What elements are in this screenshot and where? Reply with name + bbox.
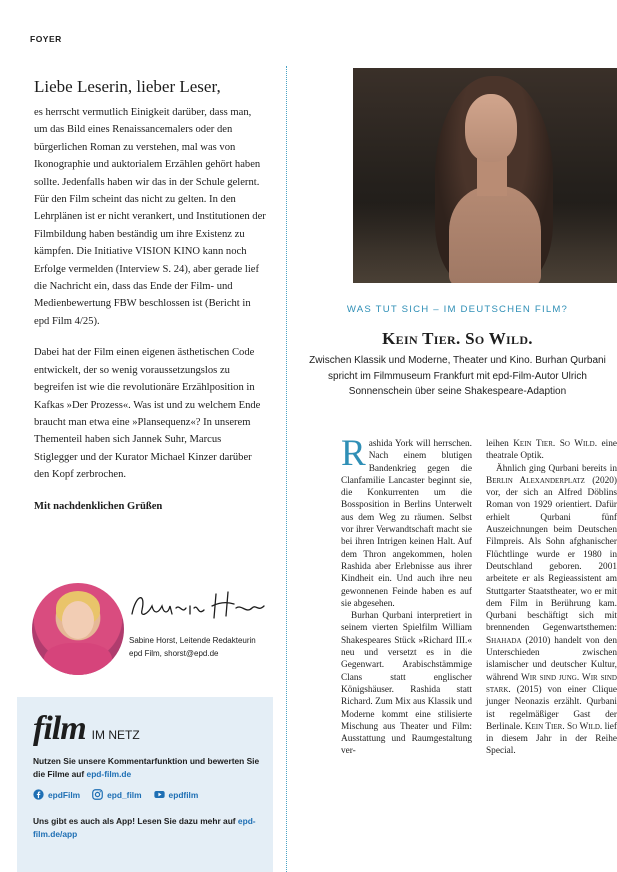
youtube-link[interactable] xyxy=(154,789,199,800)
social-links xyxy=(33,789,198,800)
facebook-link[interactable] xyxy=(33,789,80,800)
article-paragraph: leihen Kein Tier. So Wild. eine theatrale Optik. xyxy=(486,439,617,462)
letter-closing: Mit nachdenklichen Grüßen xyxy=(34,500,163,512)
article-paragraph xyxy=(341,433,472,610)
article-kicker: WAS TUT SICH – IM DEUTSCHEN FILM? xyxy=(346,304,569,315)
article-column-2 xyxy=(486,438,617,758)
article-title: Kein Tier. So Wild. xyxy=(382,329,533,348)
youtube-label: epdfilm xyxy=(168,789,199,800)
film-still-photo xyxy=(353,68,617,283)
logo-suffix: IM NETZ xyxy=(91,728,140,742)
author-avatar xyxy=(32,583,124,675)
letter-paragraph: Dabei hat der Film einen eigenen ästhetischen Code entwickelt, der so wenig voraussetzungslos zu begreifen ist wie die revolutionäre Erzählposition in Kafkas »Der Prozess«. Was ist und zu welchem Ende braucht man etwa eine »Plansequenz«? In unserem Thementeil haben sich Jannek Suhr, Marcus Stiglegger und der Kurator Michael Kinzer darüber den Kopf zerbrochen. xyxy=(34,347,261,481)
editorial-letter xyxy=(34,76,266,515)
youtube-icon xyxy=(154,789,165,800)
article-teaser xyxy=(298,304,617,400)
facebook-label: epdFilm xyxy=(48,789,81,800)
netbox-copy-text: Nutzen Sie unsere Kommentarfunktion und bewerten Sie die Filme auf xyxy=(33,756,260,779)
letter-paragraph: es herrscht vermutlich Einigkeit darüber, dass man, um das Bild eines Renaissancemalers oder den bürgerlichen Roman zu verstehen, mal was von Ikonographie und auktorialem Erzählen gehört haben sollte. Jedenfalls haben wir das in der Schule gelernt. Für den Film scheint das nicht zu gelten. In den Lehrplänen ist er nicht verankert, und Institutionen der Filmbildung haben beständig um ihre Existenz zu kämpfen. Die Initiative VISION KINO kann noch Erfolge vermelden (Interview S. 24), aber gerade lief die Nachricht ein, dass das Ende der Film- und Medienbewertung FBW beschlossen ist (Bericht in epd Film 4/25). xyxy=(34,107,266,327)
signer-info xyxy=(129,634,256,660)
instagram-label: epd_film xyxy=(107,789,142,800)
netbox-app-text: Uns gibt es auch als App! Lesen Sie dazu mehr auf xyxy=(33,816,238,826)
signer-contact: epd Film, shorst@epd.de xyxy=(129,649,219,658)
article-body xyxy=(341,433,617,758)
netbox-copy xyxy=(33,755,263,781)
article-column-1 xyxy=(341,433,472,758)
section-label: FOYER xyxy=(30,34,62,44)
app-link[interactable]: epd-film.de/app xyxy=(33,816,256,839)
article-paragraph-text: ashida York will herrschen. Nach einem blutigen Bandenkrieg gegen die Clanfamilie Lancaster beginnt sie, die Konkurrenten um die Bossposition in Berlins Unterwelt aus dem Weg zu räumen. Selbst vor ihrer Verwandtschaft macht sie bei ihren Intrigen keinen Halt. Auf dem Thron angekommen, holen Rashida aber Erlebnisse aus ihrer Kindheit ein. Und auch ihre neu gewonnenen Feinde haben es auf sie abgesehen. xyxy=(341,439,472,609)
netbox-logo-row xyxy=(33,710,140,747)
film-logo: film xyxy=(33,710,86,747)
letter-salutation: Liebe Leserin, lieber Leser, xyxy=(34,77,221,96)
facebook-icon xyxy=(33,789,44,800)
article-paragraph: Burhan Qurbani interpretiert in seinem vierten Spielfilm William Shakespeares Stück »Richard III.« neu und versetzt es in die Gegenwart. Arabischstämmige Clans statt englischer Königshäuser. Rashida statt Richard. Zum Mix aus Klassik und Moderne kommt eine stilisierte Mischung aus Theater und Film: Ausstattung und Raumgestaltung ver- xyxy=(341,611,472,757)
article-dek: Zwischen Klassik und Moderne, Theater und Kino. Burhan Qurbani spricht im Filmmuseum Frankfurt mit epd-Film-Autor Ulrich Sonnenschein über seine Shakespeare-Adaption xyxy=(309,355,606,398)
film-im-netz-box xyxy=(17,697,273,872)
column-divider xyxy=(286,66,287,872)
article-paragraph: Ähnlich ging Qurbani bereits in Berlin Alexanderplatz (2020) vor, der sich an Alfred Döblins Roman von 1929 orientiert. Dafür erhielt Qurbani fünf Auszeichnungen beim Deutschen Filmpreis. Als Sohn afghanischer Flüchtlinge wurde er 1980 in Deutschland geboren. 2001 arbeitete er als Regieassistent am Stuttgarter Staatstheater, wo er mit dem Film in Berührung kam. Qurbani beschäftigt sich mit brennenden Gegenwartsthemen: Shahada (2010) handelt von den Unterschieden zwischen islamischer und deutscher Kultur, während Wir sind jung. Wir sind stark. (2015) von einer Clique junger Neonazis erzählt. Qurbani ist regelmäßiger Gast der Berlinale. Kein Tier. So Wild. lief in diesem Jahr in der Reihe Special. xyxy=(486,463,617,757)
signature-image xyxy=(124,584,274,628)
signer-name-role: Sabine Horst, Leitende Redakteurin xyxy=(129,636,256,645)
instagram-link[interactable] xyxy=(92,789,141,800)
drop-cap: R xyxy=(341,433,366,474)
epd-film-link[interactable]: epd-film.de xyxy=(86,769,132,779)
netbox-app-copy xyxy=(33,815,263,841)
instagram-icon xyxy=(92,789,103,800)
